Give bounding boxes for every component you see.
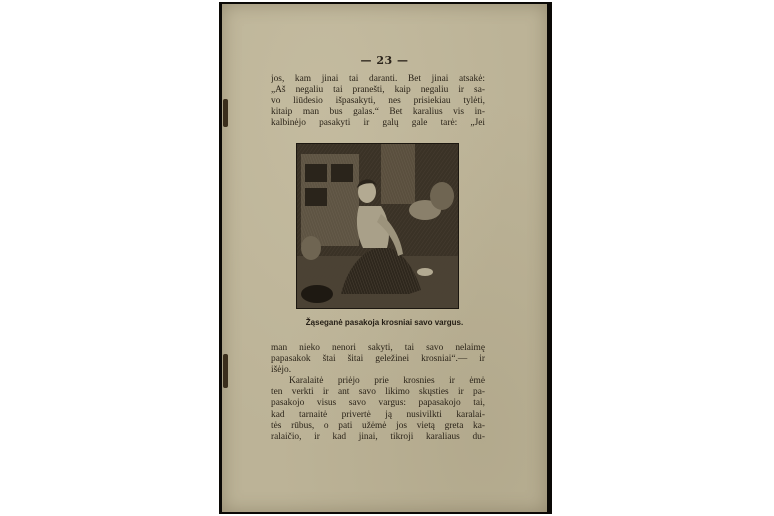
illustration-engraving [297, 144, 458, 308]
text-line: kad tarnaitė privertė ją nusivilkti karalai- [271, 409, 485, 420]
illustration-caption: Žąseganė pasakoja krosniai savo vargus. [305, 318, 464, 327]
paragraph-top [271, 74, 485, 129]
book-page [222, 4, 547, 512]
text-line: vo liūdesio išpasakyti, nes prisiekiau tylėti, [271, 96, 485, 107]
paragraph-bottom [271, 343, 485, 443]
text-line: pasakojo visus savo vargus: papasakojo tai, [271, 398, 485, 409]
text-line: Karalaitė priėjo prie krosnies ir ėmė [289, 376, 485, 387]
page-number: — 23 — [360, 54, 409, 67]
text-line: išėjo. [271, 365, 292, 376]
text-line: ten verkti ir ant savo likimo skųsties ir pa- [271, 387, 485, 398]
text-line: jos, kam jinai tai daranti. Bet jinai atsakė: [271, 74, 485, 84]
text-line: man nieko nenori sakyti, tai savo nelaimę [271, 343, 485, 353]
illustration-woman-kneeling-by-stove [296, 143, 459, 309]
text-line: „Aš negaliu tai pranešti, kaip negaliu ir sa- [271, 85, 485, 96]
text-line: kitaip man bus galas.“ Bet karalius vis in- [271, 107, 485, 118]
binding-hole-bottom [223, 354, 228, 388]
text-line: kalbinėjo pasakyti ir galų gale tarė: „Jei [271, 118, 485, 129]
binding-hole-top [223, 99, 228, 127]
text-line: tės rūbus, o pati užėmė jos vietą greta ka- [271, 420, 485, 431]
text-line: ralaičio, ir kad jinai, tikroji karaliaus du- [271, 431, 485, 442]
text-line: papasakok štai šitai geležinei krosniai“.— ir [271, 354, 485, 365]
